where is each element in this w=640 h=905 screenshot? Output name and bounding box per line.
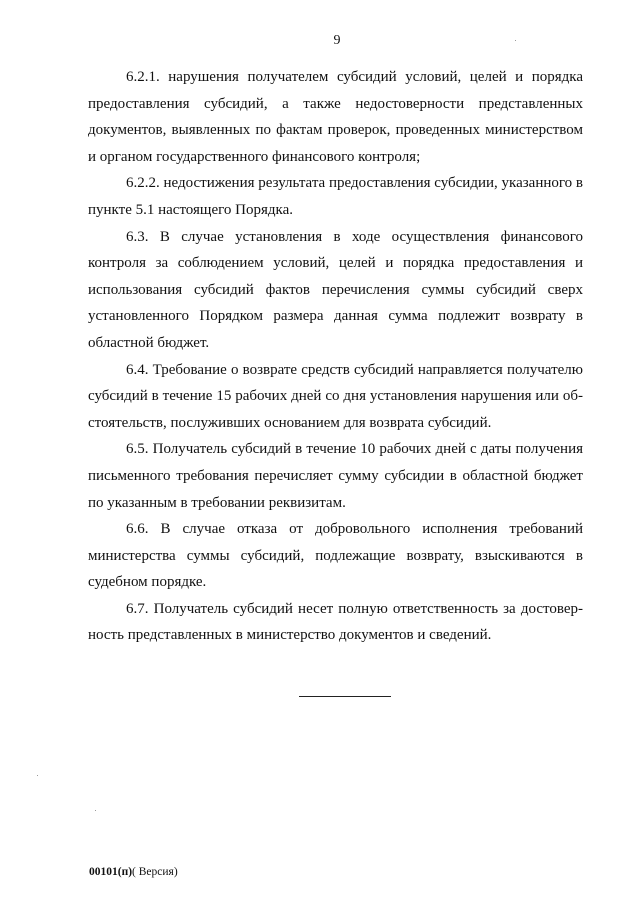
scan-speck <box>515 40 516 41</box>
page-number: 9 <box>333 33 341 48</box>
end-separator-line <box>299 696 391 697</box>
paragraph-6-6: 6.6. В случае отказа от добровольного исполнения требований министерства суммы субсидий, подлежащие возврату, взыскиваются в судебном порядке. <box>88 521 583 591</box>
scan-speck <box>37 775 38 776</box>
paragraph-6-4: 6.4. Требование о возврате средств субсидий направляется получателю субсидий в течение 15 рабочих дней со дня установления нарушения или обстоятельств, послуживших основанием для возврата субсидий. <box>88 361 583 431</box>
footer-version: ( Версия) <box>132 866 178 878</box>
paragraph-6-5: 6.5. Получатель субсидий в течение 10 рабочих дней с даты получения письменного требования перечисляет сумму субсидии в областной бюджет по указанным в требовании реквизитам. <box>88 441 583 511</box>
paragraph-6-2-1: 6.2.1. нарушения получателем субсидий условий, целей и порядка предоставления субсидий, а также недостоверности представленных документов, выявленных по фактам проверок, проведенных министерством и органом государственного финансового контроля; <box>88 69 583 165</box>
footer-code: 00101(п) <box>89 866 133 878</box>
paragraph-6-7: 6.7. Получатель субсидий несет полную ответственность за достоверность представленных в министерство документов и сведений. <box>88 600 583 644</box>
document-body <box>88 64 583 649</box>
paragraph-6-3: 6.3. В случае установления в ходе осуществления финансового контроля за соблюдением условий, целей и порядка предоставления и использования субсидий фактов перечисления суммы субсидий сверх установленного Порядком размера данная сумма подлежит возврату в областной бюджет. <box>88 228 583 351</box>
footer-document-code <box>89 866 178 878</box>
scan-speck <box>95 810 96 811</box>
paragraph-6-2-2: 6.2.2. недостижения результата предоставления субсидии, указанного в пункте 5.1 настоящего Порядка. <box>88 175 583 218</box>
